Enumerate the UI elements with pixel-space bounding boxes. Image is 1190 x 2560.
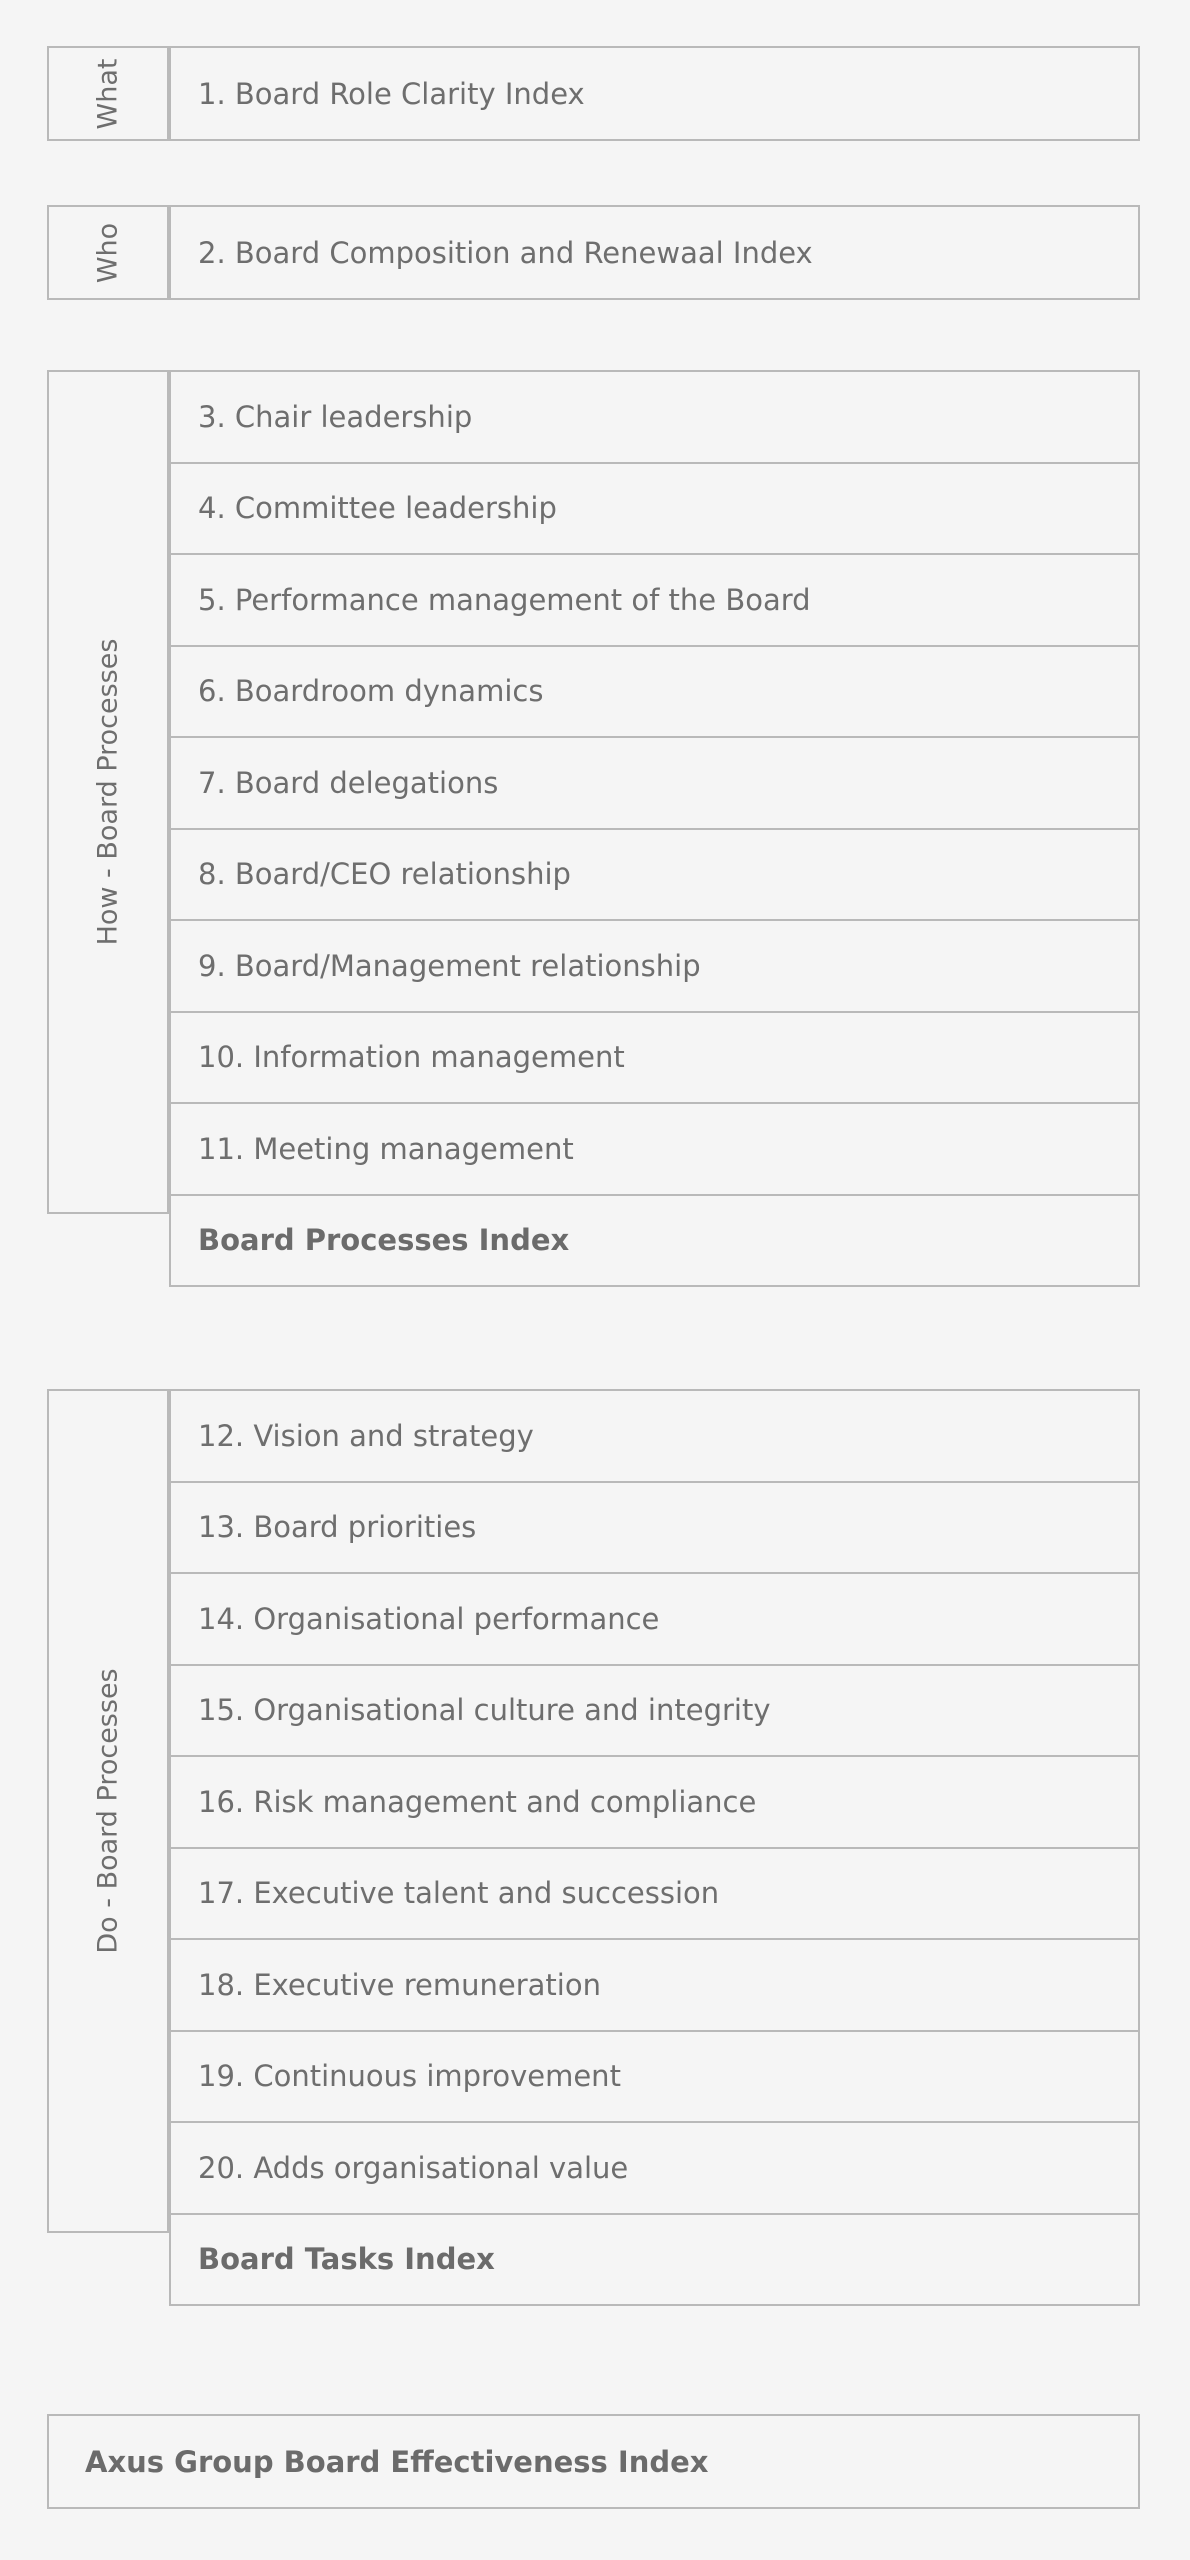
- overall-index: Axus Group Board Effectiveness Index: [47, 2414, 1140, 2509]
- section-who: [47, 205, 1140, 300]
- list-item: 1. Board Role Clarity Index: [169, 46, 1140, 141]
- list-item: 9. Board/Management relationship: [169, 919, 1140, 1013]
- side-label-box: [47, 1389, 169, 2233]
- index-row: Board Processes Index: [169, 1194, 1140, 1288]
- side-label-box: [47, 370, 169, 1214]
- list-item: 12. Vision and strategy: [169, 1389, 1140, 1483]
- rows: [169, 46, 1140, 141]
- list-item: 10. Information management: [169, 1011, 1140, 1105]
- list-item: 13. Board priorities: [169, 1481, 1140, 1575]
- section-do: [47, 1389, 1140, 2326]
- section-what: [47, 46, 1140, 141]
- list-item: 15. Organisational culture and integrity: [169, 1664, 1140, 1758]
- side-label: What: [92, 58, 124, 129]
- list-item: 14. Organisational performance: [169, 1572, 1140, 1666]
- side-label: Do - Board Processes: [92, 1668, 124, 1954]
- list-item: 17. Executive talent and succession: [169, 1847, 1140, 1941]
- list-item: 11. Meeting management: [169, 1102, 1140, 1196]
- list-item: 3. Chair leadership: [169, 370, 1140, 464]
- rows: [169, 370, 1140, 1287]
- list-item: 5. Performance management of the Board: [169, 553, 1140, 647]
- list-item: 8. Board/CEO relationship: [169, 828, 1140, 922]
- list-item: 16. Risk management and compliance: [169, 1755, 1140, 1849]
- list-item: 6. Boardroom dynamics: [169, 645, 1140, 739]
- list-item: 2. Board Composition and Renewaal Index: [169, 205, 1140, 300]
- rows: [169, 205, 1140, 300]
- side-label-box: [47, 46, 169, 141]
- side-label: How - Board Processes: [92, 638, 124, 946]
- rows: [169, 1389, 1140, 2306]
- list-item: 4. Committee leadership: [169, 462, 1140, 556]
- section-how: [47, 370, 1140, 1307]
- list-item: 18. Executive remuneration: [169, 1938, 1140, 2032]
- side-label: Who: [92, 222, 124, 283]
- side-label-box: [47, 205, 169, 300]
- index-row: Board Tasks Index: [169, 2213, 1140, 2307]
- list-item: 19. Continuous improvement: [169, 2030, 1140, 2124]
- list-item: 20. Adds organisational value: [169, 2121, 1140, 2215]
- list-item: 7. Board delegations: [169, 736, 1140, 830]
